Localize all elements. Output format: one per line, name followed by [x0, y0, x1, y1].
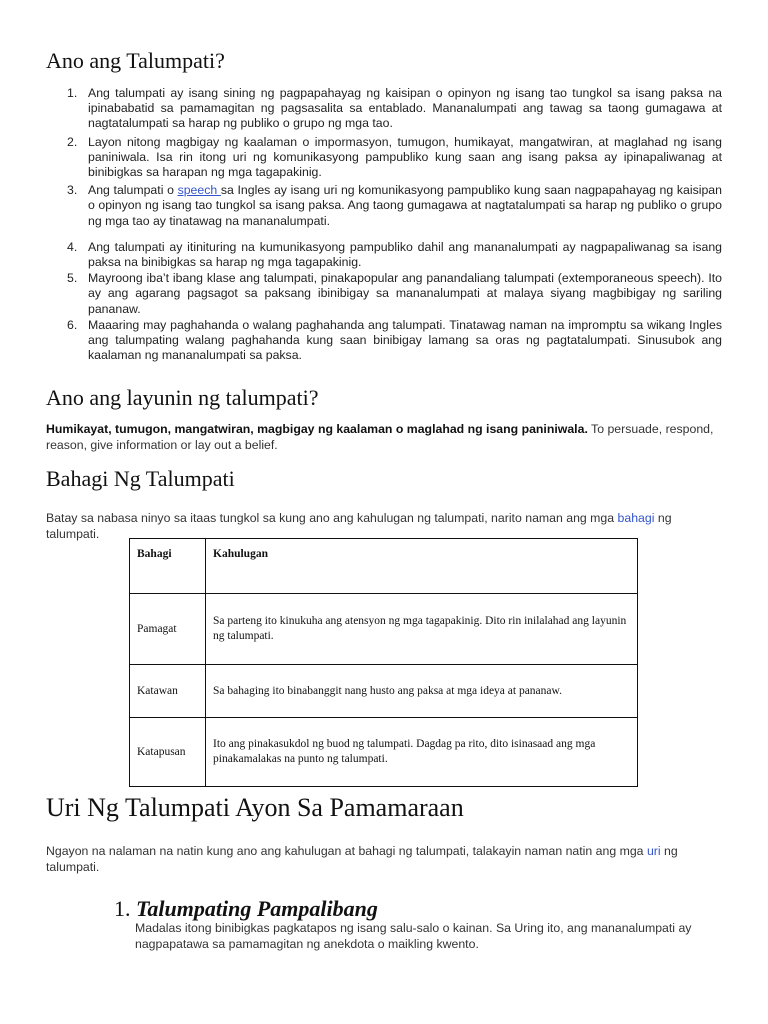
definition-list: [46, 86, 722, 363]
section-title-ano-ang-talumpati: Ano ang Talumpati?: [46, 48, 225, 73]
list-number: 5.: [67, 271, 78, 286]
table-cell: Sa parteng ito kinukuha ang atensyon ng mga tagapakinig. Dito rin inilalahad ang layunin ng talumpati.: [206, 594, 638, 665]
bahagi-intro-pre: Batay sa nabasa ninyo sa itaas tungkol sa kung ano ang kahulugan ng talumpati, narito naman ang mga: [46, 511, 618, 525]
table-header-cell: Kahulugan: [206, 539, 638, 594]
list-item: [46, 318, 722, 364]
list-number: 2.: [67, 134, 78, 149]
subsection-paragraph: Madalas itong binibigkas pagkatapos ng isang salu-salo o kainan. Sa Uring ito, ang mananalumpati ay nagpapatawa sa pamamagitan ng anekdota o maikling kwento.: [135, 921, 692, 951]
list-number: 3.: [67, 183, 78, 198]
uri-intro-post: ng talumpati.: [46, 844, 678, 874]
table-row: [130, 665, 638, 718]
table-row: [130, 718, 638, 787]
uri-link[interactable]: uri: [646, 844, 661, 858]
layunin-bold-text: Humikayat, tumugon, mangatwiran, magbigay ng kaalaman o maglahad ng isang paniniwala.: [46, 422, 588, 436]
layunin-paragraph: [46, 421, 726, 453]
table-cell: Ito ang pinakasukdol ng buod ng talumpati. Dagdag pa rito, dito isinasaad ang mga pinakamalakas na punto ng talumpati.: [206, 718, 638, 787]
table-cell: Sa bahaging ito binabanggit nang husto ang paksa at mga ideya at pananaw.: [206, 665, 638, 718]
list-item-text: Ang talumpati ay isang sining ng pagpapahayag ng kaisipan o opinyon ng isang tao tungkol sa isang paksa na ipinababatid sa pamamagitan ng pagsasalita sa entablado. Mananalumpati ang tawag sa taong gumagawa at nagtatalumpati sa harap ng publiko o grupo ng mga tao.: [88, 86, 722, 131]
list-item-text: Layon nitong magbigay ng kaalaman o impormasyon, tumugon, humikayat, mangatwiran, at maglahad ng isang paniniwala. Isa rin itong uri ng komunikasyong pampubliko kung saan ang isang paksa ay ipinapaliwanag at binibigkas sa harapan ng mga tagapakinig.: [88, 134, 722, 180]
subsection-title: Talumpating Pampalibang: [136, 896, 378, 921]
table-header-row: [130, 539, 638, 594]
table-cell: Pamagat: [130, 594, 206, 665]
table-cell: Katapusan: [130, 718, 206, 787]
list-item: [46, 240, 722, 270]
speech-link[interactable]: speech: [177, 183, 221, 198]
list-item: [46, 135, 722, 181]
table-header-cell: Bahagi: [130, 539, 206, 594]
section-title-layunin: Ano ang layunin ng talumpati?: [46, 385, 319, 410]
list-number: 4.: [67, 239, 78, 254]
list-item-text: Ang talumpati ay itinituring na kumunikasyong pampubliko dahil ang mananalumpati ay nagpapaliwanag sa isang paksa na binibigkas sa harap ng mga tagapakinig.: [88, 239, 722, 270]
bahagi-link[interactable]: bahagi: [617, 511, 655, 525]
subsection-heading: [114, 896, 378, 922]
section-title-uri: Uri Ng Talumpati Ayon Sa Pamamaraan: [46, 793, 464, 822]
list-item-text: Mayroong iba’t ibang klase ang talumpati, pinakapopular ang panandaliang talumpati (extemporaneous speech). Ito ay ang agarang pagsagot sa paksang ibinibigay sa mananalumpati at malaya siyang magbibigay ng sariling pananaw.: [88, 271, 722, 316]
list-item-text-pre: Ang talumpati o: [88, 183, 178, 198]
list-number: 1.: [67, 86, 78, 100]
subsection-number: 1.: [114, 896, 131, 921]
uri-intro-paragraph: [46, 843, 726, 875]
list-item: [46, 183, 722, 229]
bahagi-intro-post: ng talumpati.: [46, 511, 672, 541]
list-number: 6.: [67, 317, 78, 332]
table-row: [130, 594, 638, 665]
uri-intro-pre: Ngayon na nalaman na natin kung ano ang kahulugan at bahagi ng talumpati, talakayin naman natin ang mga: [46, 844, 647, 858]
bahagi-table: [129, 538, 638, 787]
list-item: [46, 271, 722, 317]
list-item: [46, 86, 722, 132]
layunin-english-text: To persuade, respond, reason, give information or lay out a belief.: [46, 422, 714, 452]
list-item-text-post: sa Ingles ay isang uri ng komunikasyong pampubliko kung saan nagpapahayag ng kaisipan o opinyon ng isang tao tungkol sa isang paksa. Ang taong gumagawa at nagtatalumpati sa harap ng publiko o grupo ng mga tao ay tinatawag na mananalumpati.: [88, 183, 722, 228]
table-cell: Katawan: [130, 665, 206, 718]
section-title-bahagi: Bahagi Ng Talumpati: [46, 466, 235, 491]
list-item-text: Maaaring may paghahanda o walang paghahanda ang talumpati. Tinatawag naman na impromptu sa wikang Ingles ang talumpating walang paghahanda kung saan binibigay lamang sa oras ng pagtatalumpati. Sinusubok ang kaalaman ng mananalumpati sa paksa.: [88, 317, 722, 363]
